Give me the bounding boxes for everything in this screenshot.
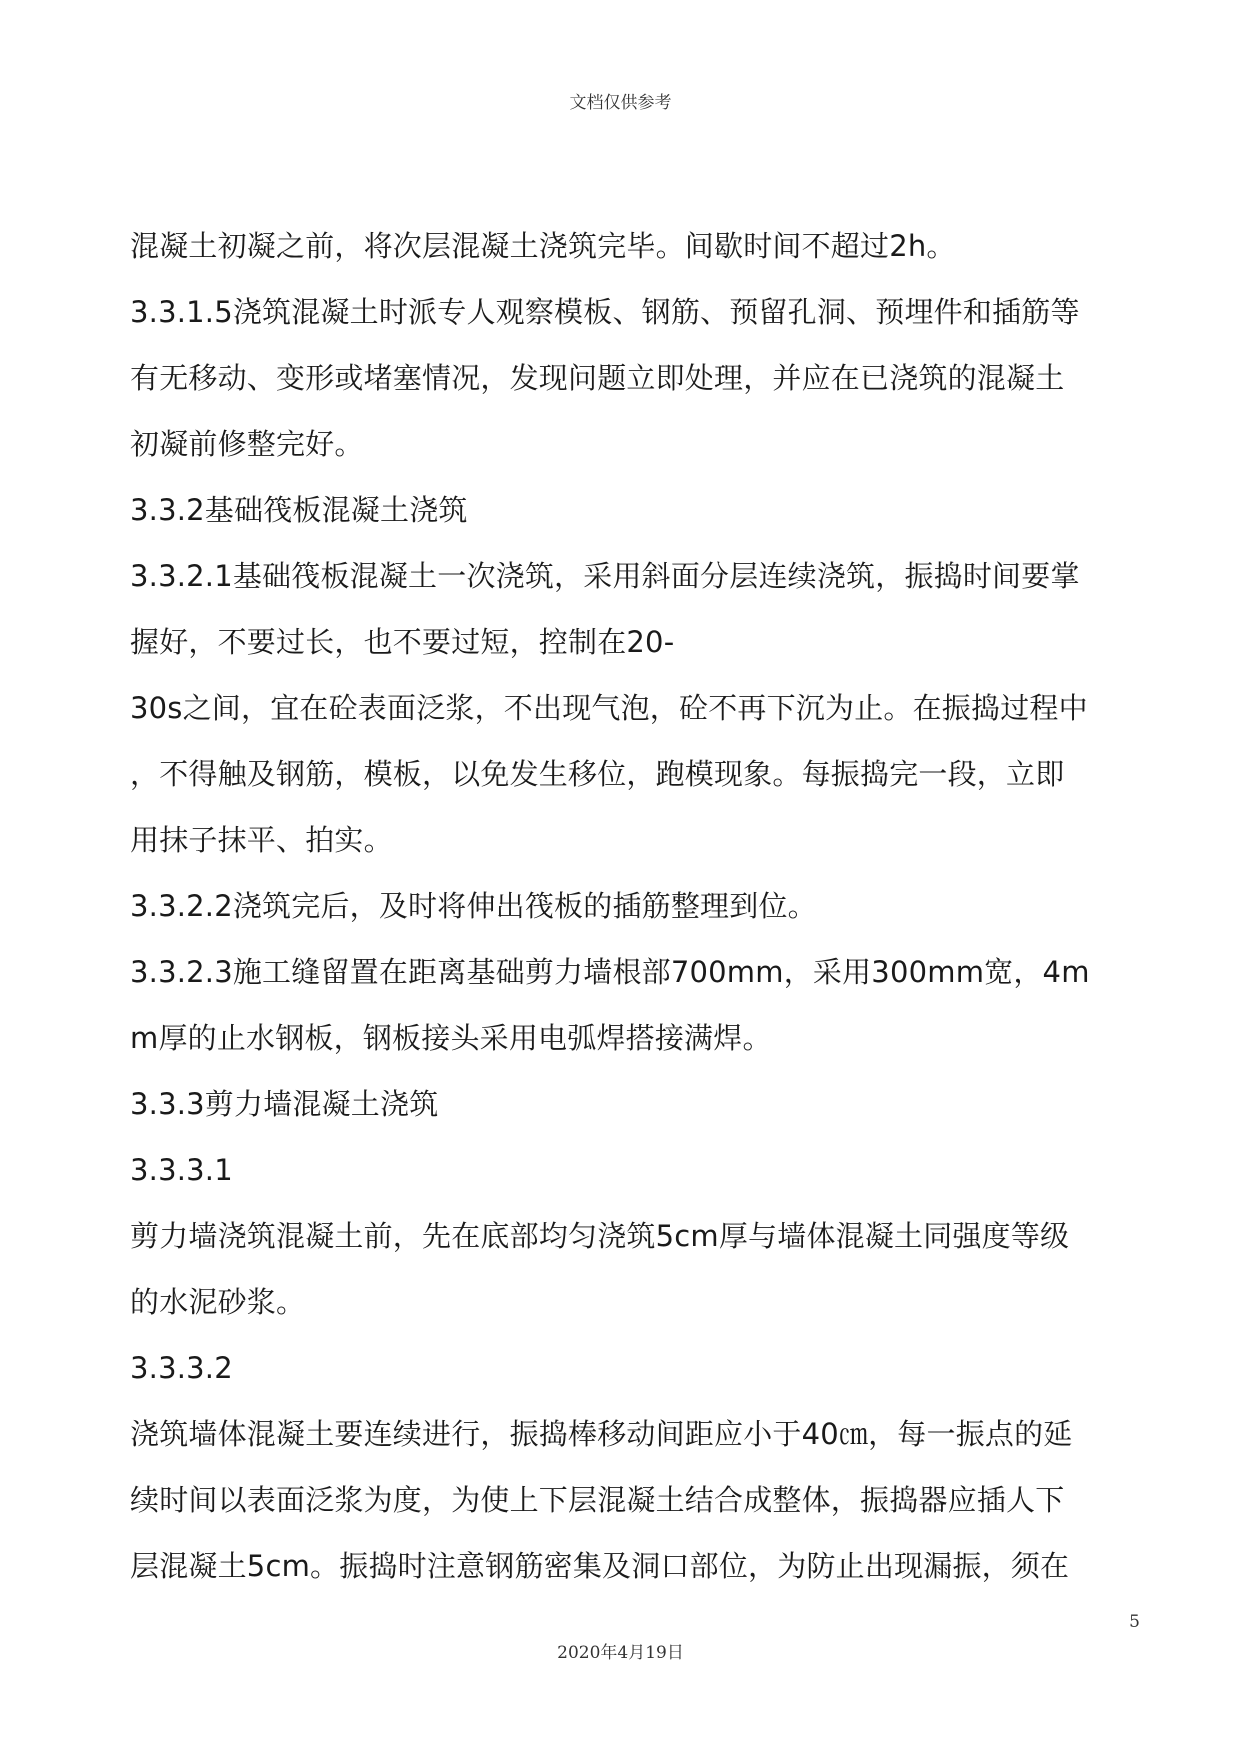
text-line: 初凝前修整完好。 <box>130 427 364 461</box>
text-line: 剪力墙浇筑混凝土前，先在底部均匀浇筑5cm厚与墙体混凝土同强度等级 <box>130 1219 1070 1253</box>
text-line: 混凝土初凝之前，将次层混凝土浇筑完毕。间歇时间不超过2h。 <box>130 229 956 263</box>
text-line: 用抹子抹平、拍实。 <box>130 823 393 857</box>
page-header: 文档仅供参考 <box>569 93 672 113</box>
text-line: 握好，不要过长，也不要过短，控制在20- <box>130 625 675 659</box>
text-line: 的水泥砂浆。 <box>130 1285 306 1319</box>
section-heading: 3.3.2基础筏板混凝土浇筑 <box>130 493 468 527</box>
text-line: 续时间以表面泛浆为度，为使上下层混凝土结合成整体，振捣器应插人下 <box>130 1483 1065 1517</box>
section-heading: 3.3.3剪力墙混凝土浇筑 <box>130 1087 439 1121</box>
subsection-number: 3.3.3.1 <box>130 1153 233 1187</box>
document-body <box>130 213 1120 1599</box>
text-line: 层混凝土5cm。振捣时注意钢筋密集及洞口部位，为防止出现漏振，须在 <box>130 1549 1070 1583</box>
text-line: ，不得触及钢筋，模板，以免发生移位，跑模现象。每振捣完一段，立即 <box>130 757 1065 791</box>
text-line: 3.3.2.1基础筏板混凝土一次浇筑，采用斜面分层连续浇筑，振捣时间要掌 <box>130 559 1080 593</box>
footer-date: 2020年4月19日 <box>557 1643 684 1663</box>
text-line: 浇筑墙体混凝土要连续进行，振捣棒移动间距应小于40㎝，每一振点的延 <box>130 1417 1073 1451</box>
text-line: 3.3.1.5浇筑混凝土时派专人观察模板、钢筋、预留孔洞、预埋件和插筋等 <box>130 295 1080 329</box>
text-line: 3.3.2.2浇筑完后，及时将伸出筏板的插筋整理到位。 <box>130 889 817 923</box>
text-line: m厚的止水钢板，钢板接头采用电弧焊搭接满焊。 <box>130 1021 772 1055</box>
text-line: 30s之间，宜在砼表面泛浆，不出现气泡，砼不再下沉为止。在振捣过程中 <box>130 691 1088 725</box>
page-number: 5 <box>1129 1612 1140 1632</box>
text-line: 有无移动、变形或堵塞情况，发现问题立即处理，并应在已浇筑的混凝土 <box>130 361 1065 395</box>
text-line: 3.3.2.3施工缝留置在距离基础剪力墙根部700mm，采用300mm宽，4m <box>130 955 1090 989</box>
subsection-number: 3.3.3.2 <box>130 1351 233 1385</box>
